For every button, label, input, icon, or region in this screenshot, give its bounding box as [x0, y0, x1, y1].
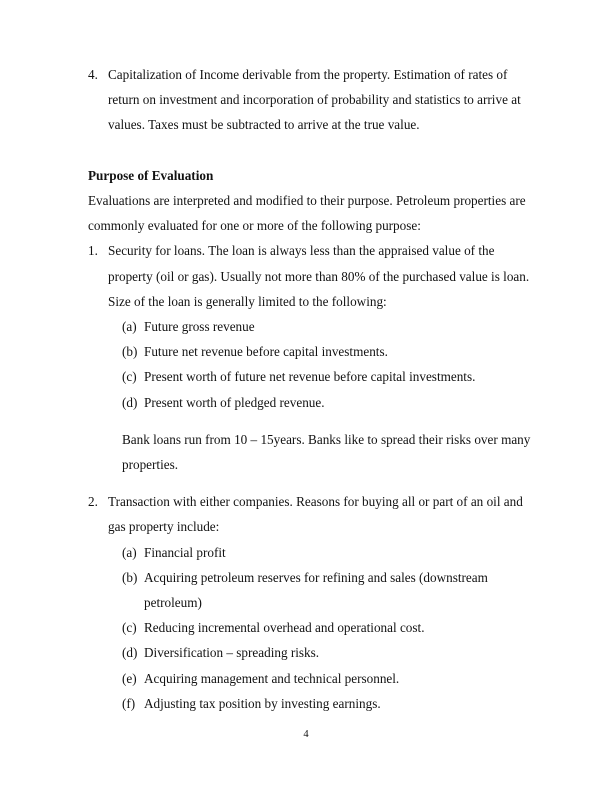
- spacer: [88, 415, 538, 427]
- sub-list-item: [122, 339, 538, 364]
- sub-list-marker: (e): [122, 670, 137, 686]
- sub-list-item: [122, 640, 538, 665]
- sub-list-marker: (b): [122, 569, 138, 585]
- list-item-text: Transaction with either companies. Reasons for buying all or part of an oil and gas property include:: [108, 494, 523, 535]
- list-item-4: [88, 62, 538, 138]
- sub-list-item: [122, 364, 538, 389]
- sub-list-item-text: Future gross revenue: [144, 319, 255, 335]
- sub-list-item: [122, 540, 538, 565]
- sub-list-item: [122, 314, 538, 339]
- sub-list-marker: (c): [122, 369, 137, 385]
- list-marker: 4.: [88, 67, 98, 82]
- list-item-2: [88, 489, 538, 539]
- bank-loans-paragraph: Bank loans run from 10 – 15years. Banks like to spread their risks over many properties.: [122, 431, 531, 473]
- sub-list-item-2: [88, 540, 538, 716]
- sub-list-marker: (a): [122, 319, 137, 335]
- sub-list-item-text: Future net revenue before capital investments.: [144, 344, 388, 360]
- sub-list-item-text: Present worth of future net revenue before capital investments.: [144, 369, 476, 385]
- sub-list-item-text: Financial profit: [144, 544, 226, 560]
- sub-list-item: [122, 565, 538, 615]
- sub-list-item-text: Reducing incremental overhead and operational cost.: [144, 620, 425, 636]
- page-content: [88, 62, 538, 716]
- section-heading: Purpose of Evaluation: [88, 167, 214, 183]
- list-item-text: Security for loans. The loan is always less than the appraised value of the property (oil or gas). Usually not more than 80% of the purchased value is loan. Size of the loan is generally limited to the following:: [108, 243, 530, 309]
- sub-list-marker: (b): [122, 344, 138, 360]
- sub-list-item-text: Adjusting tax position by investing earnings.: [144, 695, 381, 711]
- sub-list-marker: (d): [122, 394, 138, 410]
- list-item-text: Capitalization of Income derivable from the property. Estimation of rates of return on investment and incorporation of probability and statistics to arrive at values. Taxes must be subtracted to arrive at the true value.: [108, 67, 521, 133]
- spacer: [88, 477, 538, 489]
- intro-paragraph: Evaluations are interpreted and modified to their purpose. Petroleum properties are commonly evaluated for one or more of the following purpose:: [88, 193, 526, 234]
- sub-list-item: [122, 390, 538, 415]
- sub-list-marker: (d): [122, 645, 138, 661]
- list-marker: 2.: [88, 494, 98, 510]
- list-marker: 1.: [88, 243, 98, 259]
- sub-list-item-text: Present worth of pledged revenue.: [144, 394, 325, 410]
- sub-list-item-text: Acquiring petroleum reserves for refining and sales (downstream petroleum): [144, 569, 488, 611]
- sub-list-item: [122, 691, 538, 716]
- sub-list-item: [122, 666, 538, 691]
- sub-list-item-1: [88, 314, 538, 415]
- spacer: [88, 138, 538, 163]
- sub-list-marker: (c): [122, 620, 137, 636]
- sub-list-marker: (a): [122, 544, 137, 560]
- sub-list-marker: (f): [122, 695, 136, 711]
- sub-list-item-text: Acquiring management and technical personnel.: [144, 670, 400, 686]
- list-item-1: [88, 238, 538, 314]
- sub-list-item: [122, 615, 538, 640]
- page-number: 4: [303, 729, 309, 740]
- sub-list-item-text: Diversification – spreading risks.: [144, 645, 320, 661]
